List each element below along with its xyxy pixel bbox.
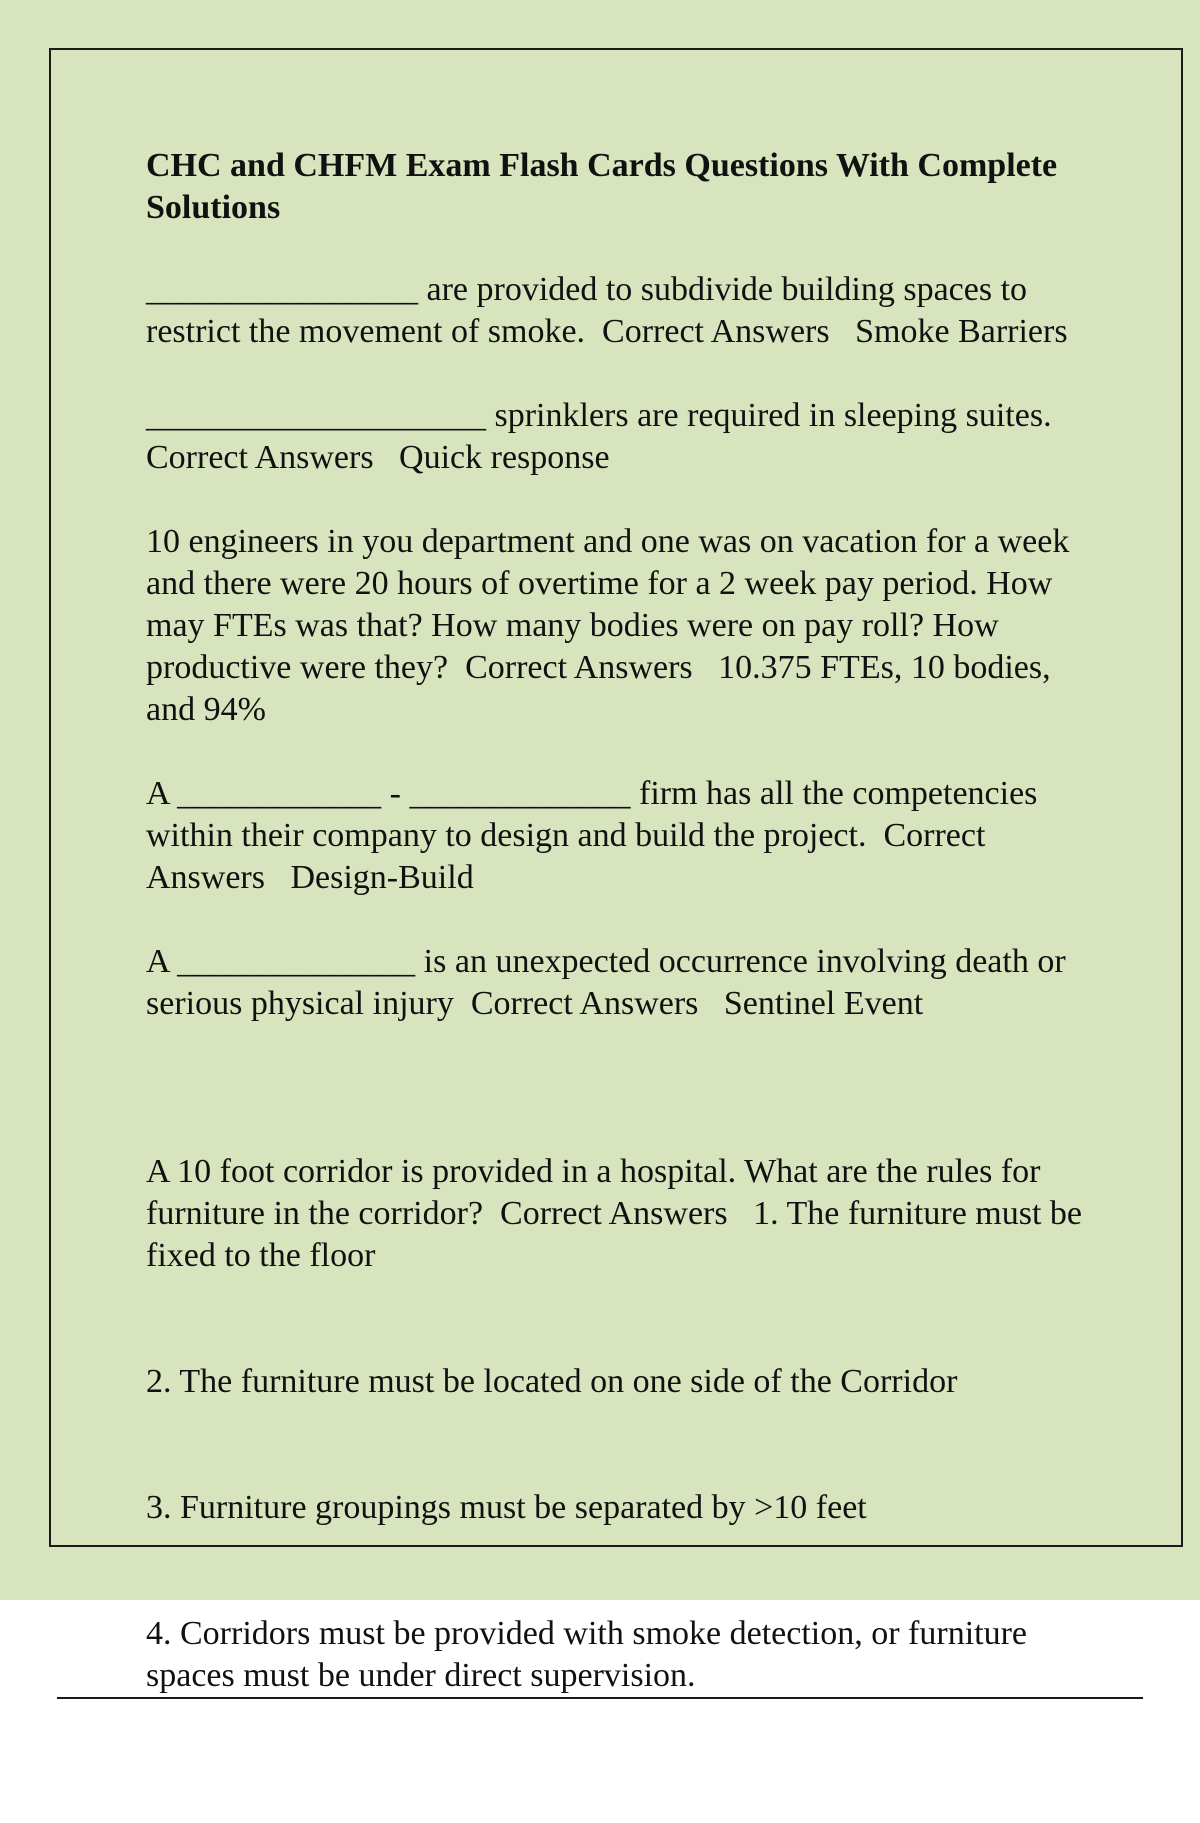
flash-card-6-line-4: 4. Corridors must be provided with smoke detection, or furniture spaces must be under direct supervision. [146, 1615, 1036, 1694]
flash-card-6-line-1: A 10 foot corridor is provided in a hospital. What are the rules for furniture in the corridor? Correct Answers 1. The furniture must be fixed to the floor [146, 1153, 1091, 1274]
flash-card-5: A ______________ is an unexpected occurrence involving death or serious physical injury Correct Answers Sentinel Event [146, 943, 1075, 1022]
flash-card-4: A ____________ - _____________ firm has all the competencies within their company to design and build the project. Correct Answers Design-Build [146, 775, 1046, 896]
flash-card-6-line-3: 3. Furniture groupings must be separated by >10 feet [146, 1489, 867, 1526]
flash-card-1: ________________ are provided to subdivide building spaces to restrict the movement of smoke. Correct Answers Smoke Barriers [146, 271, 1068, 350]
footer-divider [57, 1697, 1143, 1699]
flash-card-3: 10 engineers in you department and one was on vacation for a week and there were 20 hours of overtime for a 2 week pay period. How may FTEs was that? How many bodies were on pay roll? How productive were they? Correct Answers 10.375 FTEs, 10 bodies, and 94% [146, 523, 1078, 728]
flash-card-6 [146, 1067, 1096, 1781]
document-content [146, 145, 1096, 1823]
flash-card-6-line-2: 2. The furniture must be located on one side of the Corridor [146, 1363, 958, 1400]
flash-card-2: ____________________ sprinklers are required in sleeping suites. Correct Answers Quick response [146, 397, 1069, 476]
document-title: CHC and CHFM Exam Flash Cards Questions With Complete Solutions [146, 147, 1058, 226]
